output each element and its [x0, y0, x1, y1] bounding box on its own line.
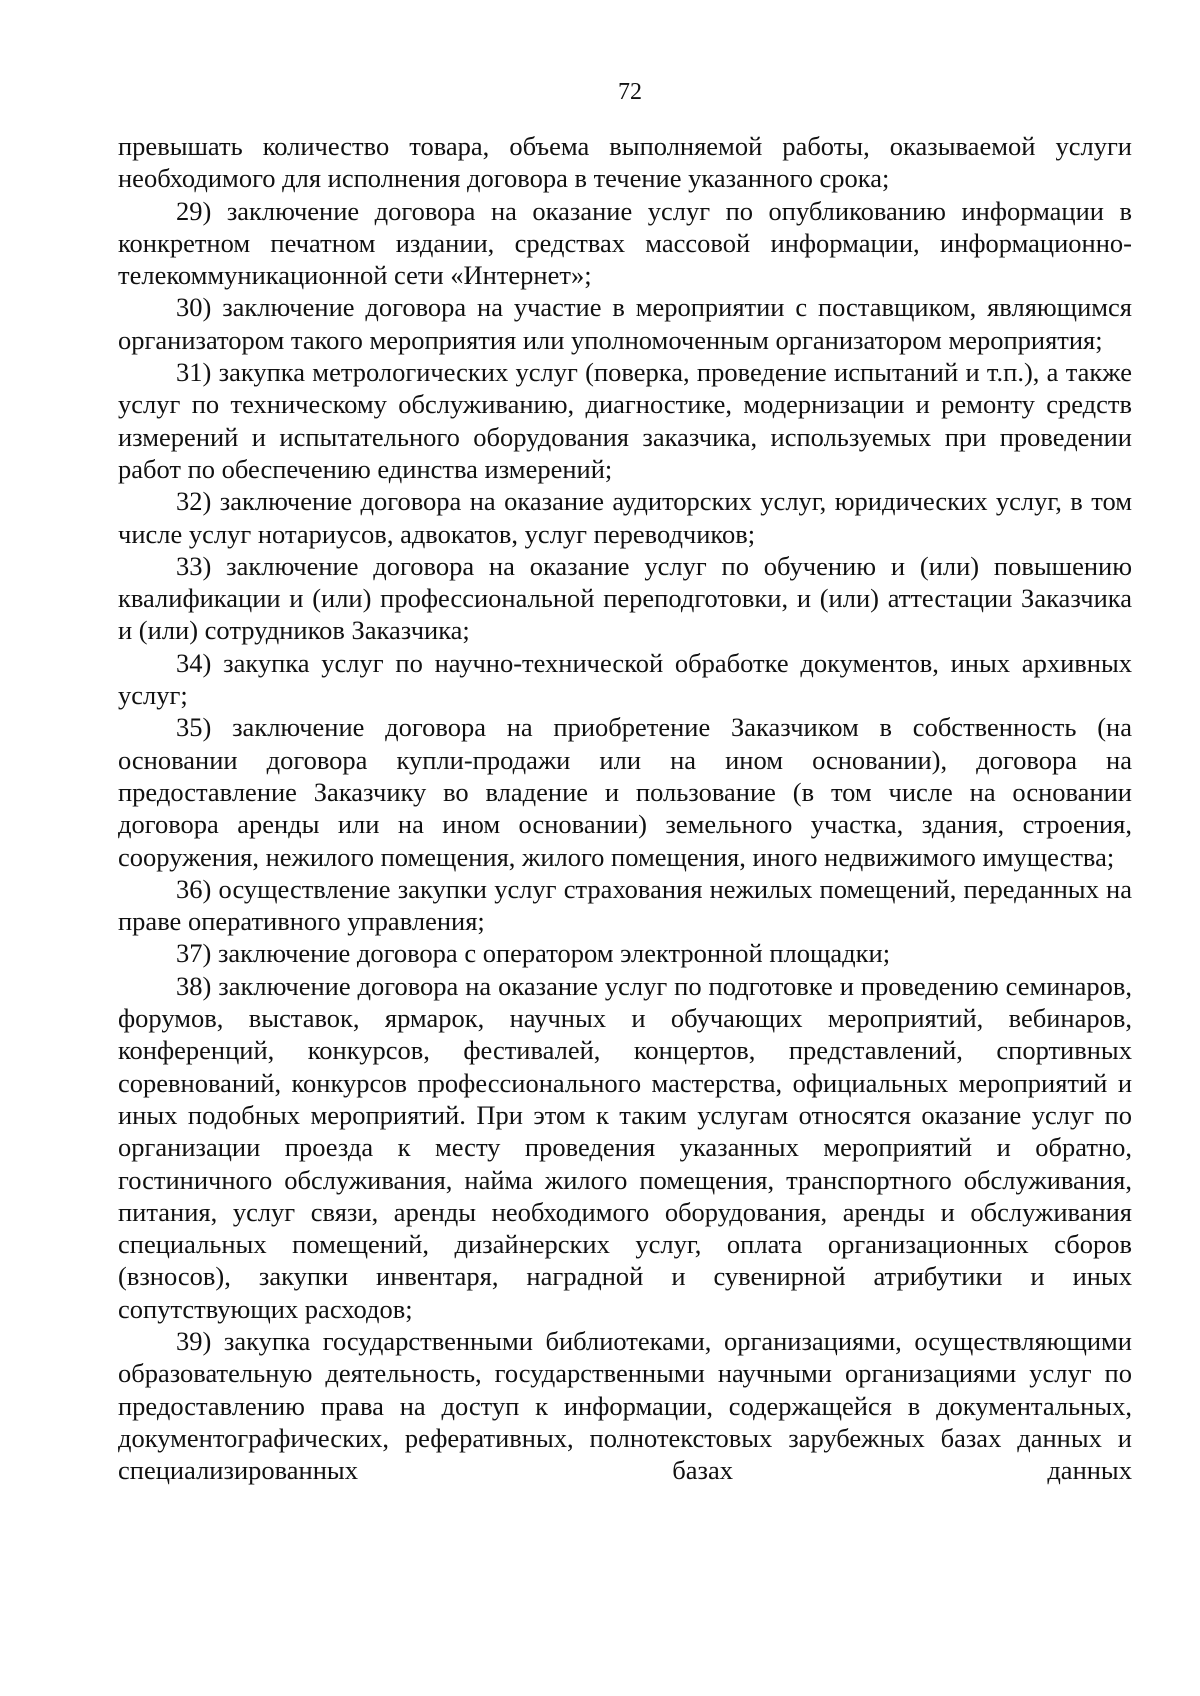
list-item-36: 36) осуществление закупки услуг страхования нежилых помещений, переданных на праве оперативного управления; — [118, 873, 1132, 937]
list-item-29: 29) заключение договора на оказание услуг по опубликованию информации в конкретном печатном издании, средствах массовой информации, информационно-телекоммуникационной сети «Интернет»; — [118, 195, 1132, 291]
list-item-39: 39) закупка государственными библиотеками, организациями, осуществляющими образовательную деятельность, государственными научными организациями услуг по предоставлению права на доступ к информации, содержащейся в документальных, документографических, реферативных, полнотекстовых зарубежных базах данных и специализированных базах данных — [118, 1325, 1132, 1486]
list-item-35: 35) заключение договора на приобретение Заказчиком в собственность (на основании договора купли-продажи или на ином основании), договора на предоставление Заказчику во владение и пользование (в том числе на основании договора аренды или на ином основании) земельного участка, здания, строения, сооружения, нежилого помещения, жилого помещения, иного недвижимого имущества; — [118, 712, 1132, 872]
list-item-33: 33) заключение договора на оказание услуг по обучению и (или) повышению квалификации и (или) профессиональной переподготовки, и (или) аттестации Заказчика и (или) сотрудников Заказчика; — [118, 550, 1132, 646]
document-body — [118, 130, 1132, 1486]
list-item-37: 37) заключение договора с оператором электронной площадки; — [176, 938, 891, 969]
paragraph-continuation: превышать количество товара, объема выполняемой работы, оказываемой услуги необходимого для исполнения договора в течение указанного срока; — [118, 131, 1132, 194]
page-number: 72 — [618, 79, 642, 105]
list-item-34: 34) закупка услуг по научно-технической обработке документов, иных архивных услуг; — [118, 647, 1132, 711]
list-item-31: 31) закупка метрологических услуг (поверка, проведение испытаний и т.п.), а также услуг по техническому обслуживанию, диагностике, модернизации и ремонту средств измерений и испытательного оборудования заказчика, используемых при проведении работ по обеспечению единства измерений; — [118, 357, 1132, 484]
list-item-32: 32) заключение договора на оказание аудиторских услуг, юридических услуг, в том числе услуг нотариусов, адвокатов, услуг переводчиков; — [118, 486, 1132, 549]
list-item-30: 30) заключение договора на участие в мероприятии с поставщиком, являющимся организатором такого мероприятия или уполномоченным организатором мероприятия; — [118, 292, 1132, 355]
list-item-38: 38) заключение договора на оказание услуг по подготовке и проведению семинаров, форумов, выставок, ярмарок, научных и обучающих мероприятий, вебинаров, конференций, конкурсов, фестивалей, концертов, представлений, спортивных соревнований, конкурсов профессионального мастерства, официальных мероприятий и иных подобных мероприятий. При этом к таким услугам относятся оказание услуг по организации проезда к месту проведения указанных мероприятий и обратно, гостиничного обслуживания, найма жилого помещения, транспортного обслуживания, питания, услуг связи, аренды необходимого оборудования, аренды и обслуживания специальных помещений, дизайнерских услуг, оплата организационных сборов (взносов), закупки инвентаря, наградной и сувенирной атрибутики и иных сопутствующих расходов; — [118, 970, 1132, 1324]
